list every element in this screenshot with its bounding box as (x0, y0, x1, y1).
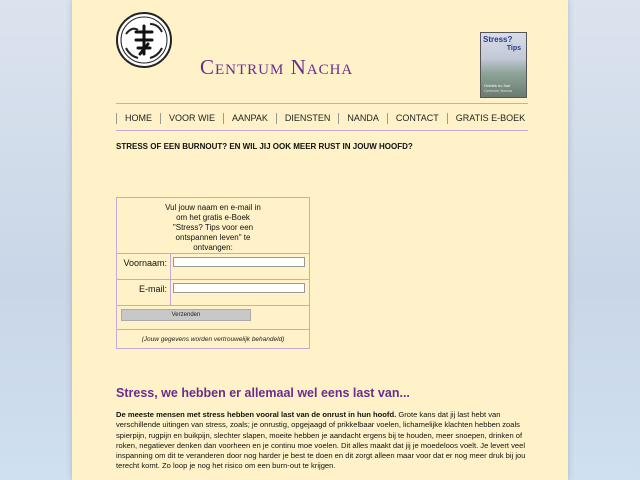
ebook-cover-image[interactable] (480, 32, 527, 98)
page-container (72, 0, 568, 480)
nav-item-nanda[interactable]: NANDA (338, 113, 387, 124)
email-input[interactable] (173, 283, 305, 293)
book-author-text: Centrum Nacha (484, 88, 513, 93)
logo-emblem[interactable] (116, 12, 172, 68)
email-label: E-mail: (138, 284, 167, 294)
submit-button[interactable]: Verzenden (121, 309, 251, 321)
page-headline: STRESS OF EEN BURNOUT? EN WIL JIJ OOK MEER RUST IN JOUW HOOFD? (116, 142, 413, 151)
form-intro-text: Vul jouw naam en e-mail in om het gratis e-Boek "Stress? Tips voor een ontspannen leven" te ontvangen: (165, 203, 261, 252)
nav-item-contact[interactable]: CONTACT (387, 113, 447, 124)
intro-paragraph-body: Grote kans dat jij last hebt van verschillende uitingen van stress, zoals; je onrustig, opgejaagd of prikkelbaar voelen, lichamelijke klachten hebben zoals spierpijn, rugpijn en buikpijn, slechter slapen, moeite hebben je aandacht ergens bij te houden, meer snoepen, drinken of roken, negatiever denken dan voorheen en je continu moe voelen. Dit alles maakt dat jij je moedeloos voelt. Je levert veel inspanning om dit te veranderen door nog harder je best te doen en dit zorgt alleen maar voor dat er nog meer druk bij jou terecht komt. Zo loop je nog het risico om een burn-out te krijgen. (116, 410, 526, 471)
main-navigation (116, 110, 528, 126)
intro-paragraph (116, 410, 532, 472)
name-label: Voornaam: (123, 258, 167, 268)
intro-paragraph-lead: De meeste mensen met stress hebben vooral last van de onrust in hun hoofd. (116, 410, 397, 419)
book-title-text: Stress? (483, 35, 513, 44)
form-row-email (117, 279, 309, 306)
nav-item-aanpak[interactable]: AANPAK (223, 113, 276, 124)
header-divider-top (116, 103, 528, 104)
nav-item-gratis-e-boek[interactable]: GRATIS E-BOEK (447, 113, 533, 124)
book-tagline-text: Ontdek nu hoe (484, 83, 511, 88)
logo-icon (118, 14, 170, 66)
form-row-submit (117, 305, 309, 330)
form-row-name (117, 253, 309, 280)
ebook-signup-form (116, 197, 310, 349)
form-row-privacy (117, 329, 309, 350)
nav-item-voor-wie[interactable]: VOOR WIE (160, 113, 223, 124)
nav-item-home[interactable]: HOME (116, 113, 160, 124)
privacy-note: (Jouw gegevens worden vertrouwelijk behandeld) (141, 336, 285, 343)
first-name-input[interactable] (173, 257, 305, 267)
nav-item-diensten[interactable]: DIENSTEN (276, 113, 339, 124)
nav-divider-bottom (116, 130, 528, 131)
book-subtitle-text: Tips (506, 45, 521, 52)
site-title[interactable]: Centrum Nacha (200, 55, 354, 79)
section-title: Stress, we hebben er allemaal wel eens last van... (116, 386, 410, 400)
